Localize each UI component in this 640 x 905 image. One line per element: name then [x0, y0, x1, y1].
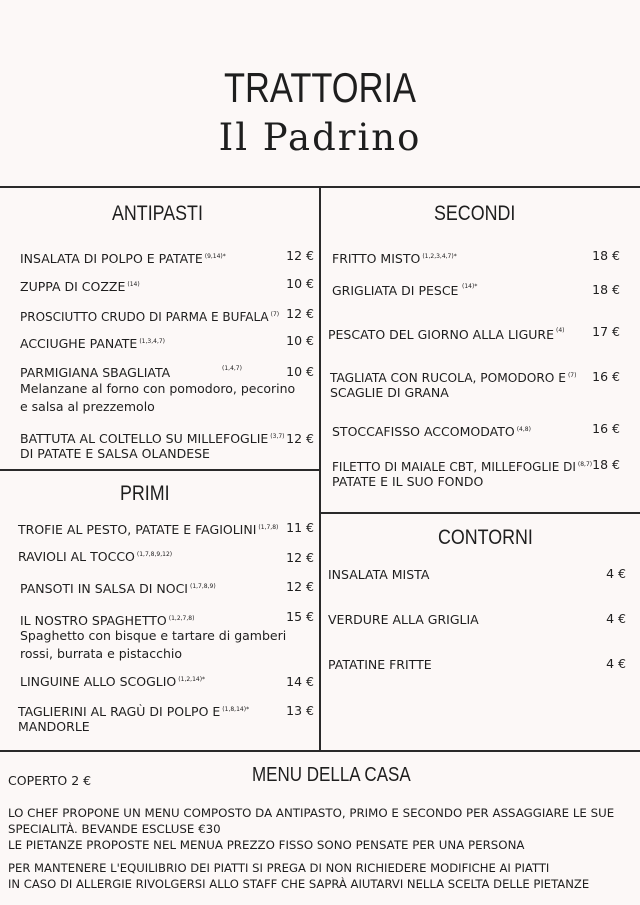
item-allergens [460, 278, 477, 297]
footer-line-5: IN CASO DI ALLERGIE RIVOLGERSI ALLO STAFF CHE SAPRÀ AIUTARVI NELLA SCELTA DELLE PIETANZE [8, 877, 590, 891]
item-name: PARMIGIANA SBAGLIATA [20, 365, 171, 380]
item-name: LINGUINE ALLO SCOGLIO [20, 674, 177, 689]
menu-item-line2: MANDORLE [18, 719, 90, 734]
item-name: FILETTO DI MAIALE CBT, MILLEFOGLIE DI [332, 460, 576, 474]
item-name: IL NOSTRO SPAGHETTO [20, 613, 167, 628]
menu-item [332, 248, 592, 267]
item-allergens: (9,14)* [204, 253, 226, 260]
menu-item-line2: PATATE E IL SUO FONDO [332, 474, 484, 489]
item-allergens: (1,2,7,8) [168, 615, 195, 622]
menu-item [328, 656, 578, 673]
item-allergens: (3,7) [270, 433, 285, 440]
item-price: 10 € [286, 364, 314, 379]
item-name: RAVIOLI AL TOCCO [18, 549, 135, 564]
item-allergens-sup: (4) [556, 327, 565, 334]
divider-secondi-contorni [320, 512, 640, 514]
secondi-title: SECONDI [434, 202, 516, 225]
item-name: PESCATO DEL GIORNO ALLA LIGURE [328, 327, 555, 342]
item-name: STOCCAFISSO ACCOMODATO [332, 424, 515, 439]
item-name: PATATINE FRITTE [328, 657, 432, 672]
item-allergens: (1,8,14)* [222, 706, 250, 713]
menu-item [20, 306, 290, 326]
item-price: 4 € [606, 656, 626, 671]
item-price: 12 € [286, 579, 314, 594]
menu-della-casa-title: MENU DELLA CASA [252, 764, 411, 786]
item-allergens: (1,3,4,7) [139, 338, 166, 345]
menu-item [20, 364, 200, 381]
item-name: BATTUTA AL COLTELLO SU MILLEFOGLIE [20, 431, 269, 446]
divider-bottom [0, 750, 640, 752]
antipasti-title: ANTIPASTI [112, 202, 203, 225]
item-allergens: (4,8) [516, 426, 531, 433]
item-name: INSALATA MISTA [328, 567, 430, 582]
item-price: 16 € [592, 421, 620, 436]
item-price: 12 € [286, 550, 314, 565]
footer-line-3: LE PIETANZE PROPOSTE NEL MENUA PREZZO FISSO SONO PENSATE PER UNA PERSONA [8, 838, 525, 852]
item-name: PROSCIUTTO CRUDO DI PARMA E BUFALA [20, 310, 269, 324]
menu-item [20, 276, 290, 295]
divider-antipasti-primi [0, 469, 320, 471]
item-price: 17 € [592, 324, 620, 339]
item-price: 14 € [286, 674, 314, 689]
item-allergens [220, 360, 242, 379]
menu-item [332, 421, 592, 440]
contorni-title: CONTORNI [438, 526, 533, 549]
menu-item [18, 519, 288, 538]
item-name: TAGLIERINI AL RAGÙ DI POLPO E [18, 704, 221, 719]
item-price: 4 € [606, 611, 626, 626]
item-name: TROFIE AL PESTO, PATATE E FAGIOLINI [18, 522, 257, 537]
item-name: TAGLIATA CON RUCOLA, POMODORO E [330, 371, 566, 385]
item-price: 10 € [286, 333, 314, 348]
menu-item-line2: SCAGLIE DI GRANA [330, 385, 449, 400]
menu-item [332, 282, 512, 299]
item-allergens: (7) [567, 372, 577, 379]
item-price: 18 € [592, 282, 620, 297]
menu-item [18, 546, 288, 565]
item-allergens: (1,2,14)* [178, 676, 206, 683]
item-description: rossi, burrata e pistacchio [20, 646, 182, 661]
item-allergens: (1,7,8,9,12) [136, 551, 173, 558]
item-description: e salsa al prezzemolo [20, 399, 155, 414]
menu-item [20, 578, 290, 597]
item-price: 10 € [286, 276, 314, 291]
restaurant-title-line2: Il Padrino [218, 116, 422, 159]
item-price: 16 € [592, 369, 620, 384]
item-allergens [554, 322, 565, 341]
item-name: GRIGLIATA DI PESCE [332, 283, 459, 298]
item-price: 15 € [286, 609, 314, 624]
item-price: 4 € [606, 566, 626, 581]
item-price: 13 € [286, 703, 314, 718]
item-price: 18 € [592, 457, 620, 472]
item-allergens: (14) [127, 281, 140, 288]
primi-title: PRIMI [120, 482, 170, 505]
coperto-text: COPERTO 2 € [8, 773, 92, 788]
item-name: VERDURE ALLA GRIGLIA [328, 612, 479, 627]
menu-item [328, 326, 558, 343]
item-name: ZUPPA DI COZZE [20, 279, 126, 294]
footer-line-2: SPECIALITÀ. BEVANDE ESCLUSE €30 [8, 822, 221, 836]
menu-item [328, 611, 578, 628]
item-allergens-sup: (14)* [462, 283, 478, 290]
restaurant-title-line1: TRATTORIA [224, 64, 416, 111]
item-name: PANSOTI IN SALSA DI NOCI [20, 581, 188, 596]
footer-line-4: PER MANTENERE L'EQUILIBRIO DEI PIATTI SI PREGA DI NON RICHIEDERE MODIFICHE AI PIATTI [8, 861, 550, 875]
item-allergens: (1,7,8,9) [189, 583, 216, 590]
item-allergens: (7) [270, 311, 280, 318]
item-description: Spaghetto con bisque e tartare di gamberi [20, 628, 287, 643]
item-allergens: (8,7) [577, 461, 593, 468]
item-price: 12 € [286, 306, 314, 321]
item-name: FRITTO MISTO [332, 251, 421, 266]
item-allergens: (1,2,3,4,7)* [422, 253, 457, 260]
item-price: 12 € [286, 248, 314, 263]
menu-item [20, 333, 290, 352]
footer-line-1: LO CHEF PROPONE UN MENU COMPOSTO DA ANTIPASTO, PRIMO E SECONDO PER ASSAGGIARE LE SUE [8, 806, 615, 820]
item-price: 18 € [592, 248, 620, 263]
item-description: Melanzane al forno con pomodoro, pecorino [20, 381, 296, 396]
item-price: 12 € [286, 431, 314, 446]
item-allergens-sup: (1,4,7) [222, 365, 242, 372]
item-allergens: (1,7,8) [258, 524, 279, 531]
item-name: INSALATA DI POLPO E PATATE [20, 251, 203, 266]
item-name: ACCIUGHE PANATE [20, 336, 138, 351]
menu-item-line2: DI PATATE E SALSA OLANDESE [20, 446, 210, 461]
menu-item [20, 671, 290, 690]
menu-item [20, 248, 290, 267]
menu-item [328, 566, 578, 583]
item-price: 11 € [286, 520, 314, 535]
